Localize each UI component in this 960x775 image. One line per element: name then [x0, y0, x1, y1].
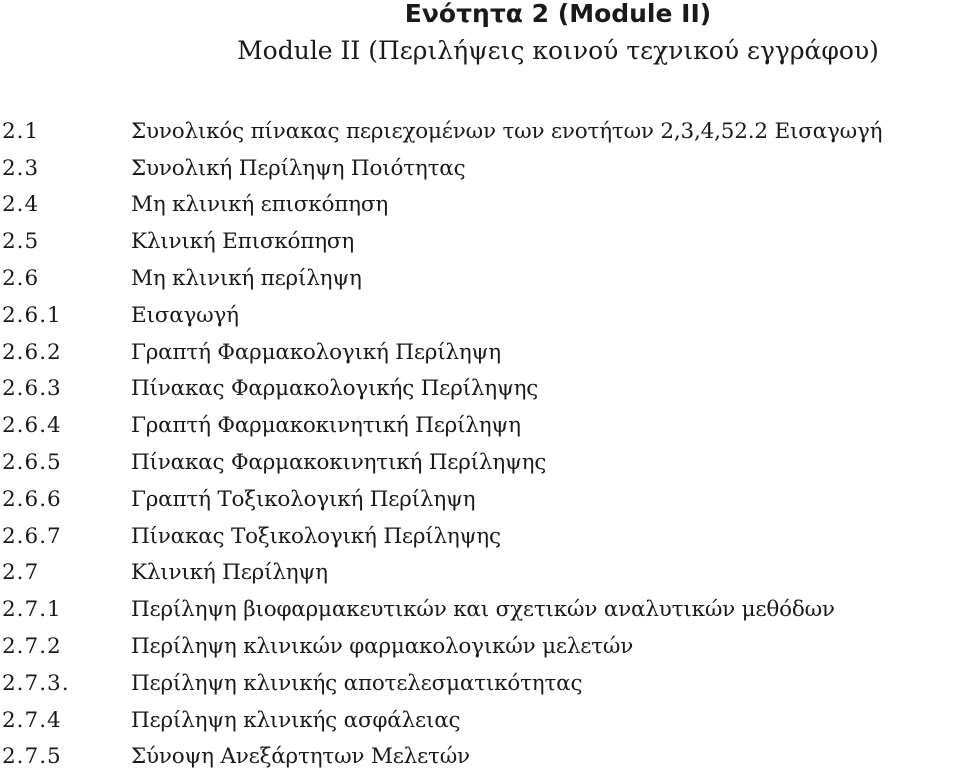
toc-row — [2, 260, 960, 297]
toc-number: 2.1 — [2, 118, 40, 144]
toc-number: 2.7 — [2, 560, 40, 586]
toc-row — [2, 628, 960, 665]
toc-row — [2, 223, 960, 260]
toc-title: Συνολικός πίνακας περιεχομένων των ενοτήτων 2,3,4,52.2 Εισαγωγή — [131, 118, 883, 144]
toc-row — [2, 481, 960, 518]
toc-row — [2, 113, 960, 150]
toc-number: 2.6.6 — [2, 486, 62, 512]
toc-row — [2, 187, 960, 224]
toc-title: Γραπτή Τοξικολογική Περίληψη — [131, 486, 476, 512]
section-subtitle: Module II (Περιλήψεις κοινού τεχνικού εγγράφου) — [237, 36, 879, 65]
toc-row — [2, 407, 960, 444]
toc-number: 2.6.2 — [2, 339, 62, 365]
toc-row — [2, 371, 960, 408]
toc-row — [2, 739, 960, 775]
toc-number: 2.6.5 — [2, 450, 62, 476]
toc-number: 2.7.4 — [2, 707, 62, 733]
toc-row — [2, 150, 960, 187]
toc-number: 2.7.1 — [2, 597, 62, 623]
toc-row — [2, 591, 960, 628]
toc-row — [2, 665, 960, 702]
toc-title: Περίληψη κλινικών φαρμακολογικών μελετών — [131, 634, 634, 660]
toc-number: 2.3 — [2, 155, 40, 181]
toc-number: 2.6 — [2, 266, 40, 292]
toc-number: 2.7.2 — [2, 634, 62, 660]
toc-number: 2.6.4 — [2, 413, 62, 439]
toc-row — [2, 297, 960, 334]
toc-title: Περίληψη βιοφαρμακευτικών και σχετικών αναλυτικών μεθόδων — [131, 597, 835, 623]
toc-title: Μη κλινική περίληψη — [131, 266, 362, 292]
table-of-contents — [2, 113, 960, 775]
toc-title: Περίληψη κλινικής ασφάλειας — [131, 707, 461, 733]
toc-number: 2.6.3 — [2, 376, 62, 402]
toc-row — [2, 334, 960, 371]
section-title: Ενότητα 2 (Module II) — [404, 0, 712, 28]
toc-row — [2, 518, 960, 555]
toc-row — [2, 444, 960, 481]
toc-title: Γραπτή Φαρμακοκινητική Περίληψη — [131, 413, 521, 439]
toc-title: Κλινική Επισκόπηση — [131, 229, 355, 255]
toc-title: Γραπτή Φαρμακολογική Περίληψη — [131, 339, 501, 365]
toc-title: Πίνακας Φαρμακοκινητική Περίληψης — [131, 450, 547, 476]
toc-number: 2.4 — [2, 192, 40, 218]
toc-title: Πίνακας Τοξικολογική Περίληψης — [131, 523, 501, 549]
toc-row — [2, 555, 960, 592]
toc-number: 2.7.5 — [2, 744, 62, 770]
toc-title: Εισαγωγή — [131, 302, 239, 328]
toc-number: 2.7.3. — [2, 670, 70, 696]
toc-title: Συνολική Περίληψη Ποιότητας — [131, 155, 466, 181]
toc-title: Πίνακας Φαρμακολογικής Περίληψης — [131, 376, 539, 402]
toc-number: 2.5 — [2, 229, 40, 255]
toc-row — [2, 702, 960, 739]
toc-title: Περίληψη κλινικής αποτελεσματικότητας — [131, 670, 583, 696]
toc-title: Μη κλινική επισκόπηση — [131, 192, 389, 218]
toc-title: Σύνοψη Ανεξάρτητων Μελετών — [131, 744, 470, 770]
toc-number: 2.6.7 — [2, 523, 62, 549]
toc-title: Κλινική Περίληψη — [131, 560, 328, 586]
toc-number: 2.6.1 — [2, 302, 62, 328]
